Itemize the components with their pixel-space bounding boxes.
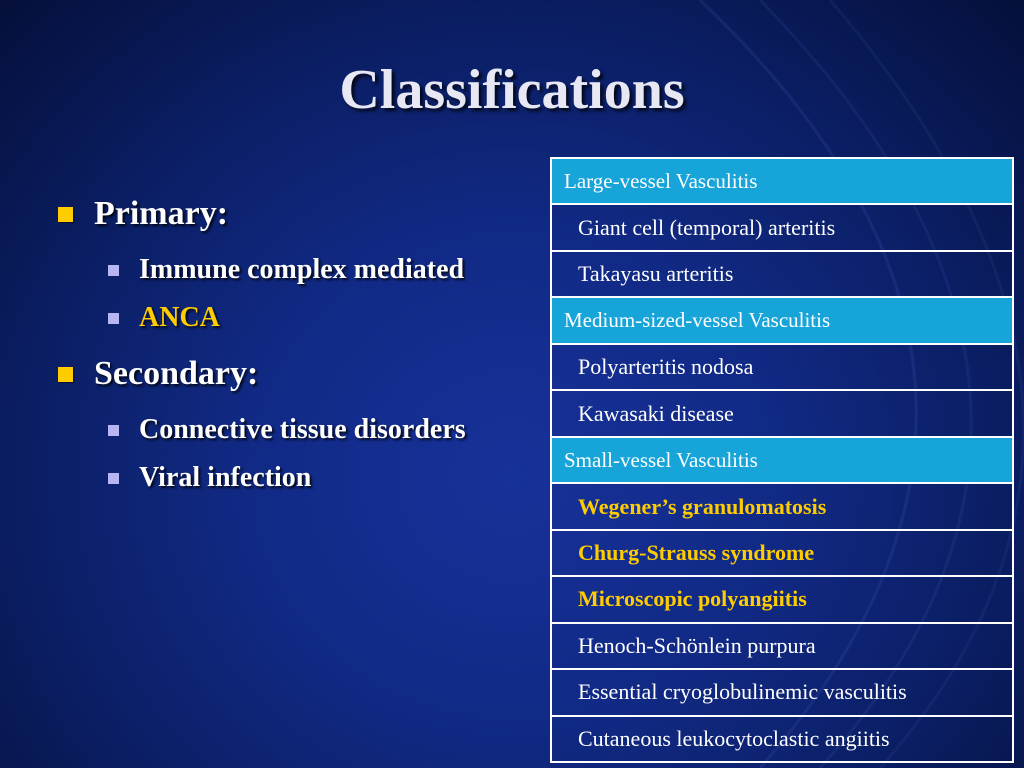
sub-bullet-label: ANCA [139, 302, 220, 333]
table-row: Henoch-Schönlein purpura [552, 624, 1012, 670]
table-row: Cutaneous leukocytoclastic angiitis [578, 725, 890, 751]
table-row: Takayasu arteritis [552, 252, 1012, 298]
bullet-list [56, 192, 556, 502]
sub-bullet-label: Connective tissue disorders [139, 414, 466, 445]
square-bullet-icon [58, 207, 73, 222]
square-bullet-icon [58, 367, 73, 382]
sub-bullet-connective-tissue [106, 406, 556, 454]
table-row-highlighted: Wegener’s granulomatosis [552, 484, 1012, 530]
table-header-row: Large-vessel Vasculitis [552, 159, 1012, 205]
table-header-row: Medium-sized-vessel Vasculitis [552, 298, 1012, 344]
bullet-label: Secondary: [94, 355, 259, 392]
bullet-label: Primary: [94, 195, 229, 232]
table-row: Giant cell (temporal) arteritis [552, 205, 1012, 251]
sub-bullet-viral-infection [106, 454, 556, 502]
bullet-primary [56, 192, 556, 240]
sub-bullet-label: Viral infection [139, 462, 312, 493]
table-row: Essential cryoglobulinemic vasculitis [552, 670, 1012, 716]
slide-title: Classifications [339, 59, 685, 121]
sub-bullet-immune-complex [106, 246, 556, 294]
vasculitis-classification-table [550, 157, 1014, 763]
square-bullet-icon [108, 265, 119, 276]
square-bullet-icon [108, 473, 119, 484]
table-row-highlighted: Churg-Strauss syndrome [552, 531, 1012, 577]
table-row: Kawasaki disease [552, 391, 1012, 437]
table-row-highlighted: Microscopic polyangiitis [552, 577, 1012, 623]
square-bullet-icon [108, 425, 119, 436]
bullet-secondary [56, 352, 556, 400]
square-bullet-icon [108, 313, 119, 324]
sub-bullet-label: Immune complex mediated [139, 254, 465, 285]
sub-bullet-anca [106, 294, 556, 342]
table-header-row: Small-vessel Vasculitis [552, 438, 1012, 484]
table-row: Polyarteritis nodosa [552, 345, 1012, 391]
